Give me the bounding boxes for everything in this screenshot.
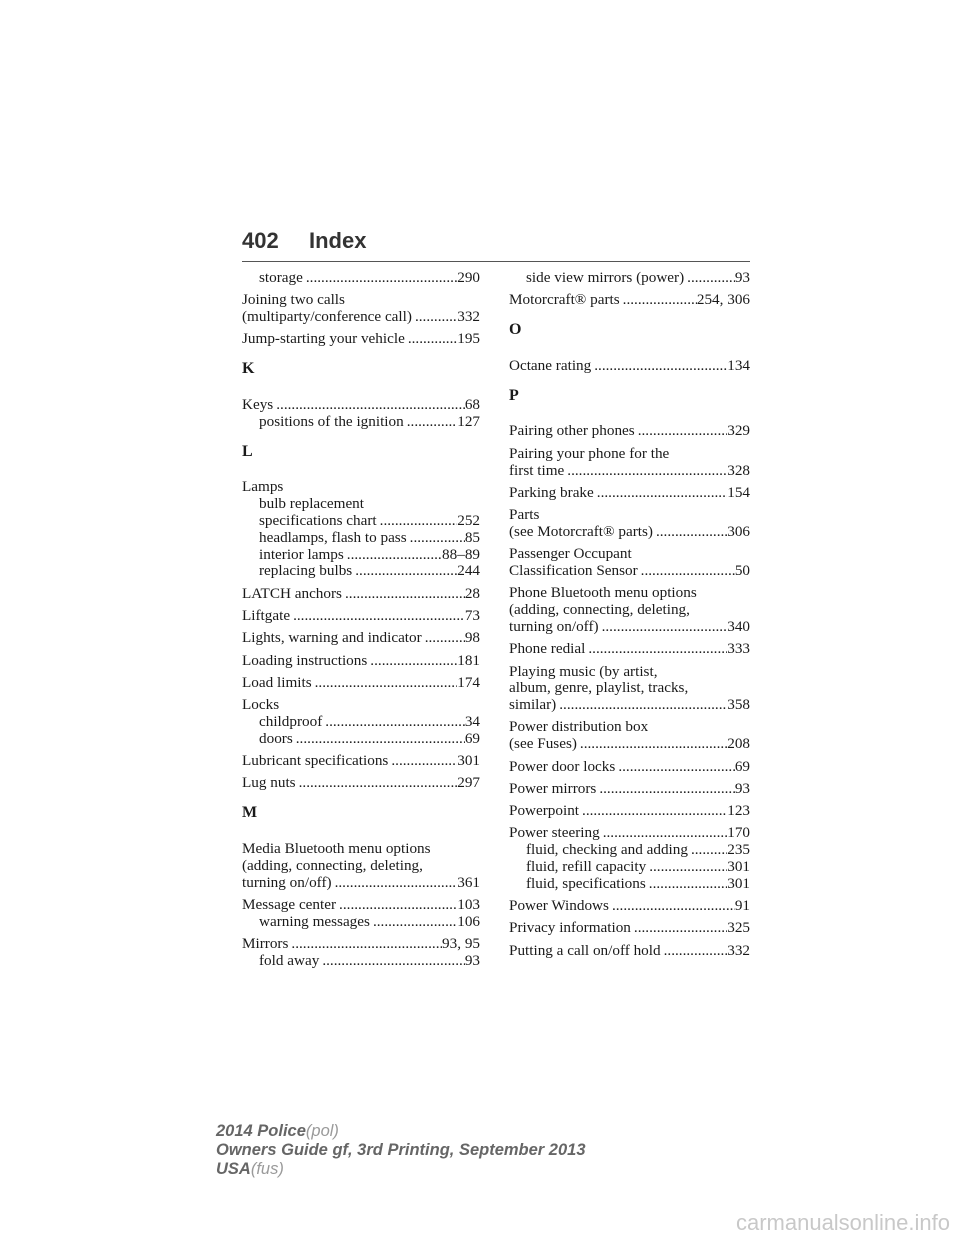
entry-text: Phone Bluetooth menu options: [509, 584, 697, 602]
index-entry: [509, 943, 750, 960]
entry-page: 332: [457, 308, 480, 326]
entry-text: Load limits: [242, 673, 312, 691]
entry-text: Power Windows: [509, 897, 609, 915]
index-column-left: [242, 270, 480, 975]
entry-text: fluid, refill capacity: [526, 858, 647, 876]
entry-text: childproof: [259, 712, 323, 730]
entry-page: 93, 95: [442, 934, 480, 952]
entry-text: Motorcraft® parts: [509, 291, 620, 309]
section-letter: L: [242, 442, 253, 460]
entry-page: 28: [464, 584, 480, 602]
entry-page: 88–89: [442, 545, 480, 563]
footer-market-code: (fus): [250, 1160, 284, 1178]
entry-text: Power mirrors: [509, 779, 597, 797]
entry-text: Lubricant specifications: [242, 752, 389, 770]
entry-page: 134: [727, 356, 750, 374]
entry-page: 98: [464, 629, 480, 647]
entry-text: Lights, warning and indicator: [242, 629, 422, 647]
index-entry: [242, 775, 480, 792]
entry-page: 93: [464, 951, 480, 969]
index-entry: [242, 608, 480, 625]
index-entry: [242, 479, 480, 580]
index-entry: [242, 697, 480, 747]
entry-page: 123: [727, 802, 750, 820]
entry-text: Playing music (by artist,: [509, 662, 658, 680]
entry-text: Message center: [242, 895, 337, 913]
entry-page: 85: [464, 528, 480, 546]
entry-text: specifications chart: [259, 511, 377, 529]
entry-text: positions of the ignition: [259, 412, 404, 430]
entry-text: Powerpoint: [509, 802, 580, 820]
section-letter: M: [242, 804, 258, 822]
entry-page: 170: [727, 824, 750, 842]
entry-text: Liftgate: [242, 606, 291, 624]
index-entry: [242, 270, 480, 287]
entry-text: (adding, connecting, deleting,: [509, 601, 690, 619]
entry-text: headlamps, flash to pass: [259, 528, 407, 546]
entry-text: Jump-starting your vehicle: [242, 330, 405, 348]
entry-text: Lug nuts: [242, 774, 296, 792]
entry-text: storage: [259, 269, 303, 286]
entry-text: first time: [509, 461, 565, 479]
entry-page: 106: [457, 912, 480, 930]
page-number: 402: [242, 228, 279, 253]
entry-text: Loading instructions: [242, 651, 368, 669]
entry-text: (see Fuses): [509, 735, 577, 753]
entry-page: 244: [457, 562, 480, 580]
entry-page: 290: [457, 269, 480, 286]
entry-text: (adding, connecting, deleting,: [242, 856, 423, 874]
index-entry: [509, 423, 750, 440]
entry-text: Parking brake: [509, 483, 594, 501]
index-entry: [242, 653, 480, 670]
entry-text: turning on/off): [242, 873, 332, 891]
entry-page: 69: [734, 757, 750, 775]
entry-text: Mirrors: [242, 934, 289, 952]
entry-page: 154: [727, 483, 750, 501]
entry-page: 297: [457, 774, 480, 792]
entry-text: Pairing other phones: [509, 422, 635, 440]
entry-text: replacing bulbs: [259, 562, 353, 580]
entry-page: 361: [457, 873, 480, 891]
entry-page: 306: [727, 522, 750, 540]
entry-text: Media Bluetooth menu options: [242, 839, 431, 857]
section-letter: O: [509, 321, 522, 339]
entry-page: 358: [727, 696, 750, 714]
entry-text: Putting a call on/off hold: [509, 941, 661, 959]
index-entry: [509, 825, 750, 892]
entry-text: Lamps: [242, 478, 284, 496]
index-entry: [242, 630, 480, 647]
entry-page: 301: [457, 752, 480, 770]
index-entry: [509, 759, 750, 776]
entry-page: 93: [734, 779, 750, 797]
entry-page: 174: [457, 673, 480, 691]
entry-text: interior lamps: [259, 545, 344, 563]
entry-text: Phone redial: [509, 640, 586, 658]
entry-page: 103: [457, 895, 480, 913]
entry-text: Power door locks: [509, 757, 616, 775]
index-entry: [509, 270, 750, 287]
entry-text: Passenger Occupant: [509, 545, 632, 563]
index-entry: [242, 675, 480, 692]
index-entry: [509, 898, 750, 915]
footer-model-code: (pol): [305, 1122, 339, 1140]
entry-page: 127: [457, 412, 480, 430]
entry-page: 301: [727, 858, 750, 876]
index-entry: [509, 781, 750, 798]
entry-text: LATCH anchors: [242, 584, 342, 602]
section-letter: P: [509, 386, 519, 404]
entry-text: Privacy information: [509, 919, 631, 937]
entry-text: Power distribution box: [509, 718, 649, 736]
entry-text: doors: [259, 729, 293, 747]
index-entry: [509, 446, 750, 480]
entry-text: similar): [509, 696, 557, 714]
index-entry: [509, 507, 750, 541]
entry-text: fluid, specifications: [526, 874, 646, 892]
entry-text: Power steering: [509, 824, 600, 842]
entry-page: 328: [727, 461, 750, 479]
entry-page: 301: [727, 874, 750, 892]
entry-page: 93: [734, 269, 750, 286]
entry-text: side view mirrors (power): [526, 269, 685, 286]
entry-text: Parts: [509, 506, 540, 524]
index-entry: [509, 585, 750, 635]
entry-text: Locks: [242, 696, 280, 714]
entry-text: Keys: [242, 395, 274, 413]
entry-page: 50: [734, 562, 750, 580]
index-entry: [509, 358, 750, 375]
footer-edition: Owners Guide gf, 3rd Printing, September 2013: [216, 1141, 586, 1159]
entry-page: 340: [727, 617, 750, 635]
index-entry: [242, 936, 480, 970]
index-entry: [509, 641, 750, 658]
entry-text: Pairing your phone for the: [509, 444, 670, 462]
index-entry: [509, 920, 750, 937]
entry-page: 329: [727, 422, 750, 440]
entry-text: Classification Sensor: [509, 562, 638, 580]
entry-text: Joining two calls: [242, 291, 345, 309]
entry-page: 325: [727, 919, 750, 937]
page-header: [242, 228, 750, 262]
entry-text: fluid, checking and adding: [526, 841, 688, 859]
page-title: Index: [309, 228, 367, 253]
entry-page: 235: [727, 841, 750, 859]
header-rule: [242, 261, 750, 262]
entry-text: album, genre, playlist, tracks,: [509, 679, 689, 697]
entry-page: 332: [727, 941, 750, 959]
index-entry: [242, 897, 480, 931]
entry-page: 91: [734, 897, 750, 915]
section-letter: K: [242, 360, 255, 378]
index-entry: [509, 719, 750, 753]
watermark: carmanualsonline.info: [735, 1210, 950, 1235]
index-entry: [242, 397, 480, 431]
index-column-right: [509, 270, 750, 965]
entry-text: fold away: [259, 951, 320, 969]
entry-text: (see Motorcraft® parts): [509, 522, 653, 540]
entry-page: 34: [464, 712, 480, 730]
index-entry: [242, 331, 480, 348]
entry-page: 181: [457, 651, 480, 669]
footer-market: USA: [216, 1160, 251, 1178]
entry-text: turning on/off): [509, 617, 599, 635]
entry-text: bulb replacement: [259, 495, 364, 513]
entry-page: 73: [464, 606, 480, 624]
entry-page: 333: [727, 640, 750, 658]
entry-text: (multiparty/conference call): [242, 308, 412, 326]
entry-page: 68: [464, 395, 480, 413]
index-entry: [242, 586, 480, 603]
entry-page: 69: [464, 729, 480, 747]
index-entry: [509, 292, 750, 309]
entry-page: 254, 306: [696, 291, 750, 309]
index-entry: [242, 292, 480, 326]
document-footer: [216, 1122, 586, 1179]
index-entry: [242, 841, 480, 891]
entry-text: Octane rating: [509, 356, 592, 374]
index-entry: [242, 753, 480, 770]
entry-page: 208: [727, 735, 750, 753]
index-entry: [509, 803, 750, 820]
entry-text: warning messages: [259, 912, 370, 930]
index-entry: [509, 546, 750, 580]
index-entry: [509, 664, 750, 714]
index-entry: [509, 485, 750, 502]
entry-page: 195: [457, 330, 480, 348]
footer-model: 2014 Police: [216, 1122, 306, 1140]
entry-page: 252: [457, 511, 480, 529]
